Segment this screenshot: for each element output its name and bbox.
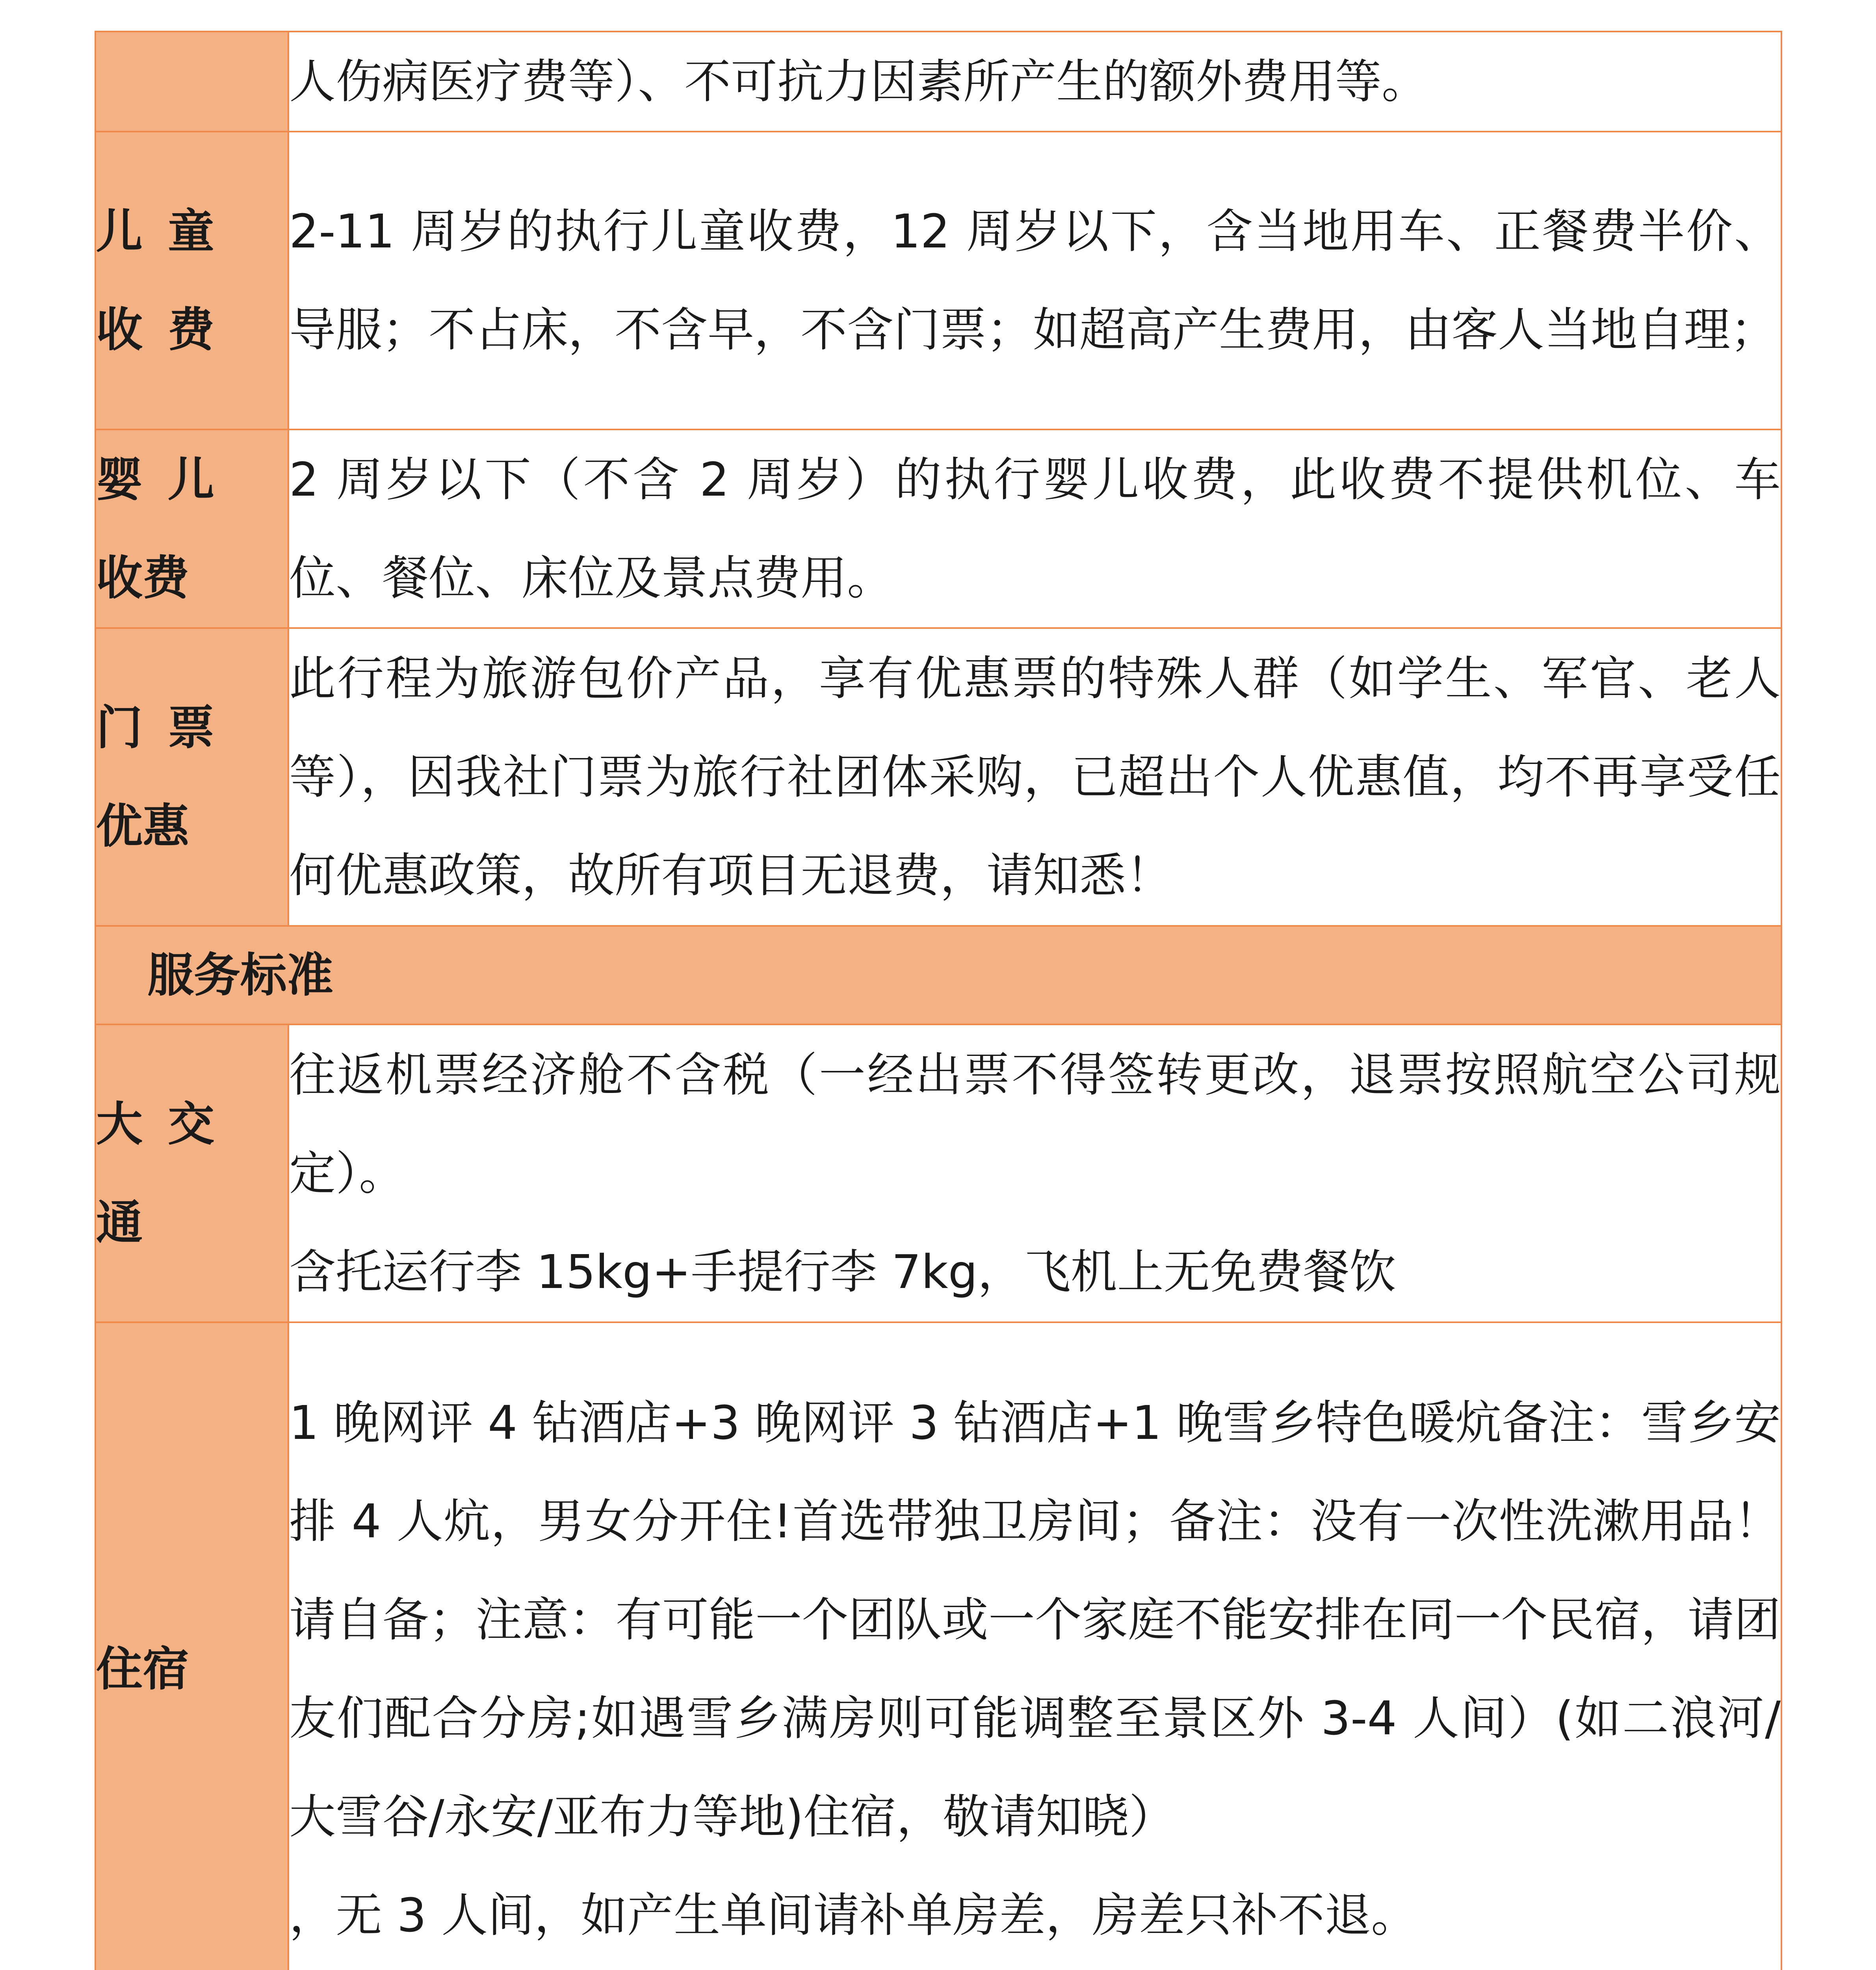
section-header-row [95,926,1781,1024]
label-line: 住宿 [96,1642,189,1696]
row-label-empty [95,32,288,132]
row-exclusions-continued [95,32,1781,132]
row-content [288,1024,1781,1322]
label-line: 大 交 [96,1097,214,1151]
content-line: 2-11 周岁的执行儿童收费，12 周岁以下，含当地用车、正餐费半价、导服；不占床，不含早，不含门票；如超高产生费用，由客人当地自理； [289,204,1781,357]
label-line: 儿 童 [96,204,214,258]
row-transport [95,1024,1781,1322]
label-line: 通 [96,1195,143,1250]
label-line: 优惠 [96,799,189,853]
row-label [95,132,288,429]
label-line: 婴 儿 [96,452,214,507]
label-line: 收费 [96,551,189,605]
content-line: 2 周岁以下（不含 2 周岁）的执行婴儿收费，此收费不提供机位、车位、餐位、床位及景点费用。 [289,452,1781,605]
row-label [95,429,288,628]
row-label [95,628,288,926]
row-ticket-discount [95,628,1781,926]
row-content [288,628,1781,926]
row-accommodation [95,1322,1781,1970]
row-content [288,32,1781,132]
row-child-fee [95,132,1781,429]
label-line: 收费 [96,303,214,357]
content-line: 此行程为旅游包价产品，享有优惠票的特殊人群（如学生、军官、老人等），因我社门票为旅行社团体采购，已超出个人优惠值，均不再享受任何优惠政策，故所有项目无退费，请知悉！ [289,651,1781,903]
content-line: 含托运行李 15kg+手提行李 7kg，飞机上无免费餐饮 [289,1245,1396,1299]
content-line: 人伤病医疗费等）、不可抗力因素所产生的额外费用等。 [289,54,1428,109]
row-label [95,1322,288,1970]
section-title: 服务标准 [95,926,1781,1024]
content-line: ，无 3 人间，如产生单间请补单房差，房差只补不退。 [289,1888,1418,1942]
row-infant-fee [95,429,1781,628]
service-info-table [95,31,1782,1970]
row-content [288,1322,1781,1970]
content-line: 往返机票经济舱不含税（一经出票不得签转更改，退票按照航空公司规定）。 [289,1048,1781,1201]
row-content [288,132,1781,429]
row-label [95,1024,288,1322]
label-line: 门 票 [96,701,214,755]
row-content [288,429,1781,628]
content-line: 1 晚网评 4 钻酒店+3 晚网评 3 钻酒店+1 晚雪乡特色暖炕备注：雪乡安排 4 人炕，男女分开住!首选带独卫房间；备注：没有一次性洗漱用品！请自备；注意：有可能一个团队或一个家庭不能安排在同一个民宿，请团友们配合分房;如遇雪乡满房则可能调整至景区外 3-4 人间）(如二浪河/大雪谷/永安/亚布力等地)住宿，敬请知晓） [289,1396,1781,1844]
